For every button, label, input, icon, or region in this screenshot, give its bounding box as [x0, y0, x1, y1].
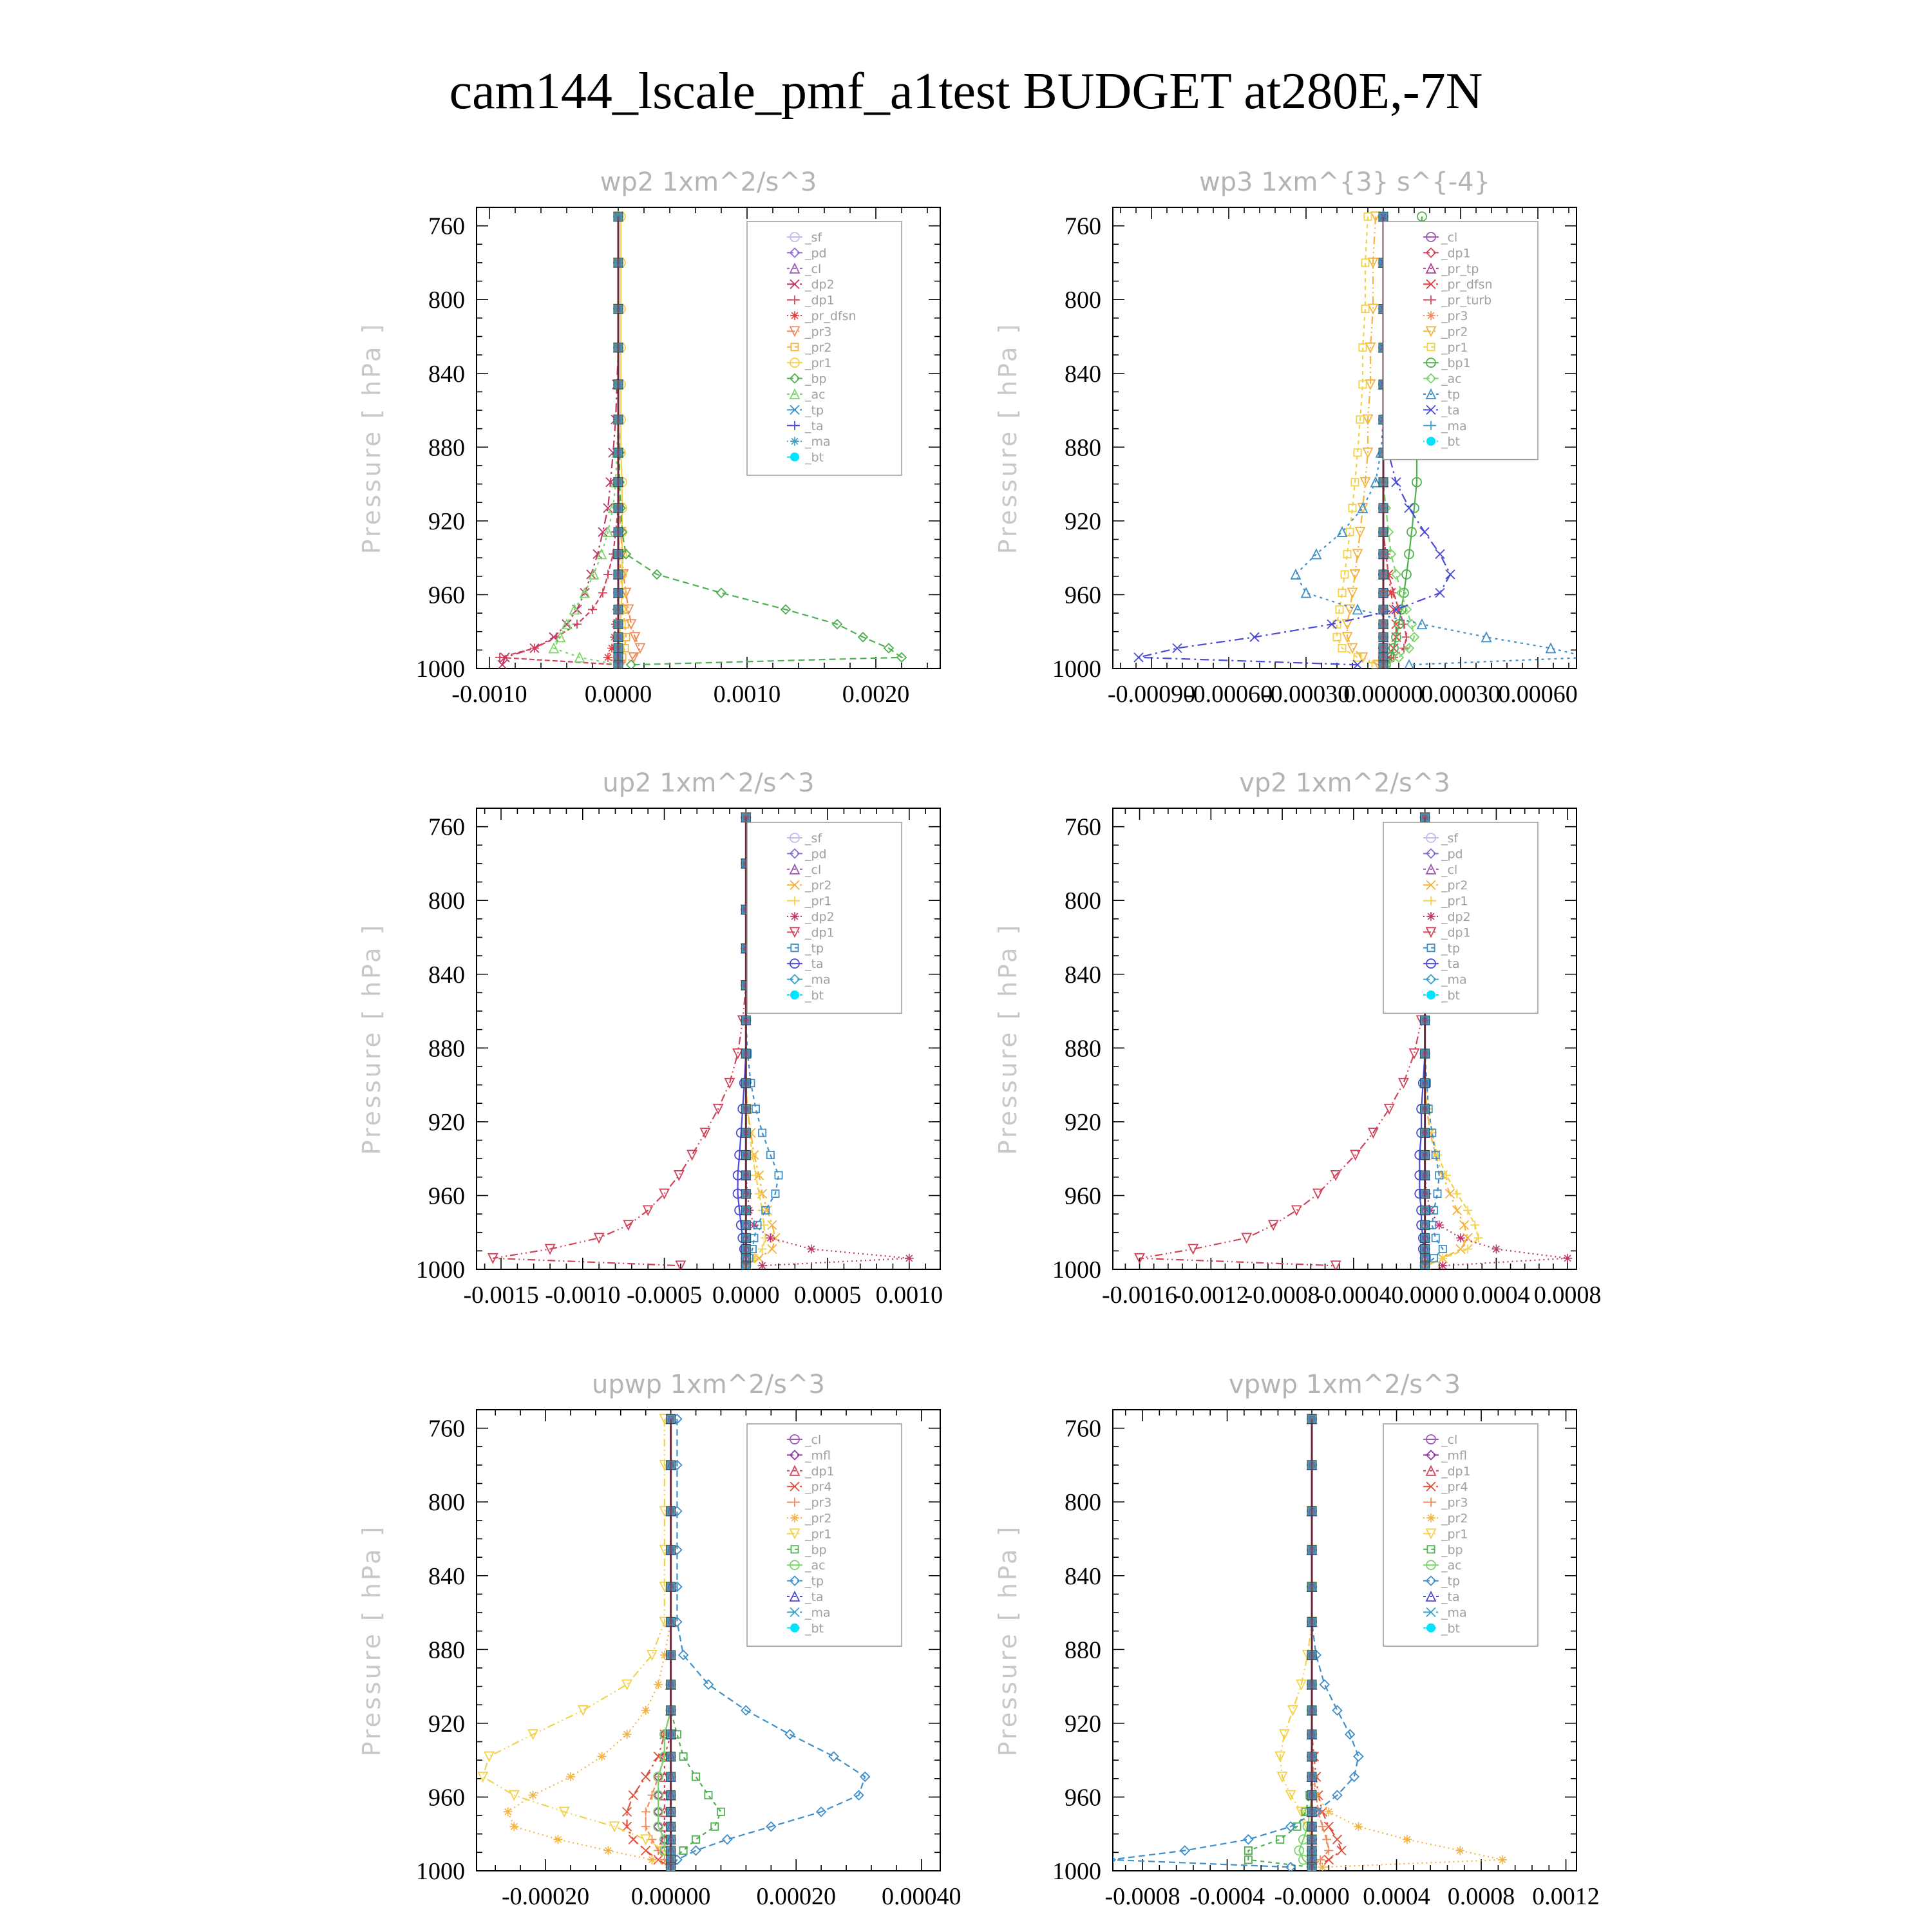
- zero-profile-marker: [614, 504, 623, 513]
- zero-profile-marker: [1307, 1730, 1316, 1739]
- zero-profile-marker: [614, 570, 623, 579]
- legend-label: _pr1: [805, 356, 832, 371]
- legend-label: _ac: [1441, 372, 1462, 386]
- y-tick-label: 800: [428, 887, 465, 915]
- legend-label: _pr_dfsn: [805, 309, 857, 323]
- zero-profile-marker: [667, 1846, 676, 1855]
- y-tick-label: 960: [428, 1182, 465, 1210]
- zero-profile-marker: [741, 1220, 750, 1229]
- series-dp2-marker: [758, 1261, 767, 1270]
- zero-profile-marker: [741, 1128, 750, 1137]
- y-tick-label: 960: [1065, 1784, 1101, 1812]
- legend-label: _pr2: [1441, 325, 1468, 339]
- panel-title: vpwp 1xm^2/s^3: [1228, 1370, 1461, 1399]
- zero-profile-marker: [1379, 504, 1388, 513]
- x-tick-label: 0.0012: [1532, 1883, 1600, 1910]
- legend-label: _cl: [1441, 1433, 1458, 1447]
- y-tick-label: 800: [1065, 287, 1101, 314]
- zero-profile-marker: [614, 258, 623, 267]
- zero-profile-marker: [614, 478, 623, 487]
- legend-swatch-marker: [1426, 1513, 1435, 1522]
- zero-profile-marker: [1307, 1651, 1316, 1660]
- x-tick-label: 0.0000: [1391, 1282, 1459, 1309]
- zero-profile-marker: [667, 1651, 676, 1660]
- zero-profile-marker: [614, 620, 623, 629]
- legend-label: _pr3: [1441, 309, 1468, 323]
- legend-label: _dp1: [1441, 1464, 1471, 1479]
- zero-profile-marker: [1421, 1244, 1430, 1253]
- zero-profile-marker: [1421, 1261, 1430, 1270]
- zero-profile-marker: [741, 1189, 750, 1198]
- legend-label: _tp: [1441, 941, 1461, 956]
- y-axis-label: Pressure [ hPa ]: [994, 1524, 1022, 1757]
- zero-profile-marker: [1307, 1822, 1316, 1831]
- legend-swatch-marker: [790, 912, 799, 921]
- y-tick-label: 800: [1065, 887, 1101, 915]
- y-tick-label: 920: [428, 507, 465, 535]
- x-tick-label: -0.00020: [501, 1883, 590, 1910]
- zero-profile-marker: [667, 1617, 676, 1626]
- legend-label: _bt: [1441, 989, 1461, 1003]
- zero-profile-marker: [1307, 1582, 1316, 1591]
- legend-label: _ma: [805, 972, 831, 987]
- zero-profile-marker: [1421, 813, 1430, 822]
- zero-profile-marker: [614, 660, 623, 669]
- page-title: cam144_lscale_pmf_a1test BUDGET at280E,-7N: [449, 63, 1483, 120]
- legend-label: _mfl: [1441, 1448, 1467, 1463]
- zero-profile-marker: [741, 813, 750, 822]
- x-tick-label: 0.0004: [1363, 1883, 1430, 1910]
- zero-profile-marker: [667, 1414, 676, 1423]
- zero-profile-marker: [614, 415, 623, 424]
- series-dp2-marker: [1438, 1261, 1447, 1270]
- y-axis-label: Pressure [ hPa ]: [994, 321, 1022, 554]
- y-axis-label: Pressure [ hPa ]: [357, 321, 386, 554]
- legend-label: _pd: [1441, 847, 1463, 862]
- zero-profile-marker: [1307, 1846, 1316, 1855]
- y-tick-label: 960: [1065, 1182, 1101, 1210]
- zero-profile-marker: [741, 1079, 750, 1088]
- legend-label: _pr2: [805, 878, 832, 893]
- x-tick-label: 0.0008: [1533, 1282, 1602, 1309]
- x-tick-label: 0.00000: [630, 1883, 711, 1910]
- series-dp2-marker: [1492, 1244, 1501, 1253]
- y-tick-label: 920: [1065, 1108, 1101, 1136]
- x-tick-label: -0.0005: [626, 1282, 703, 1309]
- zero-profile-marker: [614, 212, 623, 221]
- legend-label: _pr3: [805, 1495, 832, 1510]
- x-tick-label: 0.0010: [713, 681, 781, 708]
- panel-title: wp2 1xm^2/s^3: [600, 167, 817, 197]
- zero-profile-marker: [1379, 632, 1388, 641]
- y-tick-label: 1000: [416, 1858, 465, 1885]
- x-tick-label: 0.0008: [1447, 1883, 1515, 1910]
- zero-profile-marker: [667, 1772, 676, 1781]
- y-tick-label: 880: [1065, 1636, 1101, 1664]
- y-tick-label: 800: [1065, 1489, 1101, 1517]
- zero-profile-marker: [614, 305, 623, 314]
- x-tick-label: 0.0010: [875, 1282, 943, 1309]
- series-pr2-marker: [647, 1855, 656, 1864]
- x-tick-label: 0.00040: [882, 1883, 961, 1910]
- zero-profile-marker: [667, 1680, 676, 1689]
- zero-profile-marker: [1307, 1414, 1316, 1423]
- zero-profile-marker: [614, 448, 623, 457]
- panel-title: vp2 1xm^2/s^3: [1239, 768, 1450, 798]
- legend-label: _tp: [1441, 1574, 1461, 1589]
- zero-profile-marker: [1421, 1049, 1430, 1058]
- legend-label: _ta: [1441, 1590, 1460, 1604]
- legend-label: _dp1: [805, 293, 835, 308]
- legend-label: _ma: [805, 1605, 831, 1620]
- x-tick-label: 0.0000: [584, 681, 652, 708]
- legend-label: _pr4: [805, 1480, 832, 1495]
- y-tick-label: 840: [428, 961, 465, 989]
- legend: [747, 822, 902, 1013]
- panel-title: upwp 1xm^2/s^3: [592, 1370, 825, 1399]
- legend-label: _ac: [1441, 1558, 1462, 1573]
- series-pr2-marker: [1498, 1855, 1507, 1864]
- y-tick-label: 920: [428, 1108, 465, 1136]
- zero-profile-marker: [667, 1835, 676, 1844]
- zero-profile-marker: [614, 343, 623, 352]
- zero-profile-marker: [741, 1104, 750, 1113]
- series-pr2-marker: [654, 1680, 663, 1689]
- y-tick-label: 880: [428, 434, 465, 462]
- y-tick-label: 800: [428, 287, 465, 314]
- zero-profile-marker: [741, 1171, 750, 1180]
- series-pr2-marker: [529, 1791, 538, 1800]
- legend-label: _pr2: [805, 1511, 832, 1526]
- x-tick-label: -0.0010: [545, 1282, 621, 1309]
- legend-label: _dp1: [1441, 246, 1471, 261]
- y-tick-label: 920: [1065, 1710, 1101, 1738]
- legend-bt-dot: [1426, 437, 1435, 446]
- zero-profile-marker: [1421, 1220, 1430, 1229]
- legend-label: _ta: [805, 957, 824, 972]
- zero-profile-marker: [667, 1461, 676, 1470]
- x-tick-label: 0.0004: [1463, 1282, 1530, 1309]
- x-tick-label: 0.00000: [1343, 681, 1423, 708]
- legend-bt-dot: [790, 1624, 799, 1633]
- legend-label: _pd: [805, 246, 827, 261]
- legend-label: _ac: [805, 1558, 826, 1573]
- x-tick-label: -0.0004: [1189, 1883, 1265, 1910]
- zero-profile-marker: [1307, 1507, 1316, 1516]
- legend-label: _ta: [805, 1590, 824, 1604]
- zero-profile-marker: [1379, 660, 1388, 669]
- y-tick-label: 760: [428, 813, 465, 841]
- zero-profile-marker: [1307, 1791, 1316, 1800]
- legend-label: _sf: [1441, 831, 1459, 846]
- legend-label: _bt: [805, 989, 824, 1003]
- legend-label: _pr_dfsn: [1441, 278, 1493, 292]
- x-tick-label: -0.00030: [1262, 681, 1350, 708]
- legend-label: _bt: [1441, 1621, 1461, 1636]
- zero-profile-marker: [1379, 643, 1388, 652]
- series-dp2-marker: [766, 1233, 775, 1242]
- legend-label: _tp: [805, 1574, 824, 1589]
- zero-profile-marker: [1307, 1680, 1316, 1689]
- legend-label: _sf: [805, 831, 822, 846]
- x-tick-label: -0.0008: [1104, 1883, 1180, 1910]
- legend-bt-dot: [790, 990, 799, 999]
- y-tick-label: 800: [428, 1489, 465, 1517]
- x-tick-label: -0.0000: [1274, 1883, 1350, 1910]
- zero-profile-marker: [1307, 1706, 1316, 1715]
- legend-label: _dp1: [805, 925, 835, 940]
- zero-profile-marker: [741, 1206, 750, 1215]
- legend-label: _ta: [1441, 957, 1460, 972]
- y-tick-label: 840: [1065, 360, 1101, 388]
- zero-profile-marker: [741, 1016, 750, 1025]
- legend-label: _ac: [805, 388, 826, 402]
- legend-label: _dp1: [1441, 925, 1471, 940]
- legend-swatch-marker: [790, 1513, 799, 1522]
- x-tick-label: 0.0000: [712, 1282, 780, 1309]
- zero-profile-marker: [1421, 1104, 1430, 1113]
- series-pr2-marker: [1318, 1862, 1327, 1871]
- zero-profile-marker: [667, 1862, 676, 1871]
- legend-label: _dp2: [805, 278, 835, 292]
- legend-label: _dp2: [1441, 910, 1471, 924]
- y-tick-label: 760: [1065, 1415, 1101, 1443]
- y-tick-label: 1000: [1052, 1256, 1101, 1283]
- y-axis-label: Pressure [ hPa ]: [357, 922, 386, 1155]
- legend-bt-dot: [1426, 990, 1435, 999]
- zero-profile-marker: [1379, 478, 1388, 487]
- legend-label: _bt: [805, 1621, 824, 1636]
- zero-profile-marker: [667, 1706, 676, 1715]
- legend-label: _bp: [805, 1542, 827, 1557]
- legend-label: _ta: [1441, 403, 1460, 418]
- legend: [1383, 222, 1538, 460]
- series-pr2-marker: [1455, 1846, 1464, 1855]
- x-tick-label: 0.00020: [756, 1883, 836, 1910]
- zero-profile-marker: [1421, 1150, 1430, 1159]
- zero-profile-marker: [614, 527, 623, 536]
- zero-profile-marker: [1421, 1079, 1430, 1088]
- legend-label: _pr_turb: [1441, 293, 1492, 308]
- zero-profile-marker: [1379, 570, 1388, 579]
- legend-label: _tp: [805, 403, 824, 418]
- panel-title: up2 1xm^2/s^3: [602, 768, 815, 798]
- zero-profile-marker: [1421, 1128, 1430, 1137]
- zero-profile-marker: [741, 1244, 750, 1253]
- x-tick-label: -0.0016: [1101, 1282, 1178, 1309]
- zero-profile-marker: [1307, 1807, 1316, 1816]
- y-tick-label: 760: [1065, 813, 1101, 841]
- zero-profile-marker: [741, 1049, 750, 1058]
- zero-profile-marker: [614, 605, 623, 614]
- legend-label: _cl: [805, 261, 822, 276]
- zero-profile-marker: [614, 380, 623, 389]
- series-pr2-marker: [1354, 1822, 1363, 1831]
- y-tick-label: 1000: [1052, 1858, 1101, 1885]
- legend-label: _ma: [1441, 419, 1467, 433]
- y-tick-label: 960: [428, 1784, 465, 1812]
- y-tick-label: 760: [428, 1415, 465, 1443]
- legend-label: _mfl: [805, 1448, 831, 1463]
- zero-profile-marker: [614, 549, 623, 558]
- y-tick-label: 880: [1065, 434, 1101, 462]
- zero-profile-marker: [1307, 1772, 1316, 1781]
- legend-label: _pr2: [1441, 1511, 1468, 1526]
- zero-profile-marker: [1379, 527, 1388, 536]
- zero-profile-marker: [741, 1150, 750, 1159]
- x-tick-label: -0.0008: [1244, 1282, 1320, 1309]
- series-pr2-marker: [1324, 1807, 1333, 1816]
- zero-profile-marker: [614, 643, 623, 652]
- legend-swatch-marker: [1426, 311, 1435, 320]
- panel-title: wp3 1xm^{3} s^{-4}: [1198, 167, 1491, 197]
- zero-profile-marker: [1379, 620, 1388, 629]
- y-tick-label: 1000: [1052, 656, 1101, 683]
- legend-label: _pr1: [1441, 340, 1468, 355]
- zero-profile-marker: [1307, 1546, 1316, 1555]
- legend-label: _dp1: [805, 1464, 835, 1479]
- zero-profile-marker: [667, 1507, 676, 1516]
- zero-profile-marker: [1379, 589, 1388, 598]
- y-tick-label: 760: [1065, 213, 1101, 240]
- y-tick-label: 840: [1065, 961, 1101, 989]
- y-tick-label: 840: [428, 1562, 465, 1590]
- y-tick-label: 960: [1065, 582, 1101, 609]
- zero-profile-marker: [614, 589, 623, 598]
- y-tick-label: 960: [428, 582, 465, 609]
- zero-profile-marker: [667, 1752, 676, 1761]
- series-pr2-marker: [641, 1706, 650, 1715]
- y-axis-label: Pressure [ hPa ]: [357, 1524, 386, 1757]
- y-tick-label: 920: [1065, 507, 1101, 535]
- x-tick-label: 0.0020: [842, 681, 910, 708]
- x-tick-label: -0.0004: [1316, 1282, 1392, 1309]
- zero-profile-marker: [1421, 1233, 1430, 1242]
- legend-label: _pr1: [1441, 894, 1468, 909]
- zero-profile-marker: [667, 1730, 676, 1739]
- zero-profile-marker: [1307, 1461, 1316, 1470]
- zero-profile-marker: [667, 1807, 676, 1816]
- zero-profile-marker: [1379, 212, 1388, 221]
- legend-label: _bt: [805, 450, 824, 465]
- legend-label: _ma: [1441, 972, 1467, 987]
- y-tick-label: 840: [1065, 1562, 1101, 1590]
- y-tick-label: 840: [428, 360, 465, 388]
- zero-profile-marker: [614, 632, 623, 641]
- zero-profile-marker: [1421, 1171, 1430, 1180]
- legend-label: _pr1: [805, 894, 832, 909]
- legend-label: _cl: [1441, 231, 1458, 245]
- y-tick-label: 920: [428, 1710, 465, 1738]
- legend-label: _pr1: [1441, 1527, 1468, 1542]
- zero-profile-marker: [1307, 1752, 1316, 1761]
- y-tick-label: 1000: [416, 656, 465, 683]
- legend-label: _pr2: [805, 340, 832, 355]
- legend: [1383, 1424, 1538, 1646]
- legend-label: _dp2: [805, 910, 835, 924]
- zero-profile-marker: [741, 1261, 750, 1270]
- zero-profile-marker: [1307, 1835, 1316, 1844]
- legend-label: _sf: [805, 231, 822, 245]
- x-tick-label: 0.00030: [1421, 681, 1501, 708]
- legend-label: _bt: [1441, 435, 1461, 450]
- legend: [747, 222, 902, 475]
- x-tick-label: 0.0005: [793, 1282, 862, 1309]
- legend-label: _pr3: [1441, 1495, 1468, 1510]
- legend-swatch-marker: [790, 311, 799, 320]
- legend-label: _cl: [805, 1433, 822, 1447]
- y-tick-label: 1000: [416, 1256, 465, 1283]
- zero-profile-marker: [1421, 1016, 1430, 1025]
- legend-label: _bp: [805, 372, 827, 386]
- series-pr2-marker: [1403, 1835, 1412, 1844]
- x-tick-label: 0.00060: [1498, 681, 1578, 708]
- legend-label: _bp1: [1441, 356, 1471, 371]
- legend-label: _pd: [805, 847, 827, 862]
- legend: [1383, 822, 1538, 1013]
- legend-label: _ta: [805, 419, 824, 433]
- zero-profile-marker: [1379, 549, 1388, 558]
- legend: [747, 1424, 902, 1646]
- legend-label: _tp: [1441, 388, 1461, 402]
- zero-profile-marker: [667, 1582, 676, 1591]
- y-tick-label: 880: [428, 1636, 465, 1664]
- x-tick-label: -0.0010: [451, 681, 527, 708]
- y-tick-label: 880: [428, 1035, 465, 1063]
- zero-profile-marker: [667, 1791, 676, 1800]
- zero-profile-marker: [741, 1233, 750, 1242]
- legend-label: _cl: [1441, 862, 1458, 877]
- zero-profile-marker: [1421, 1206, 1430, 1215]
- y-axis-label: Pressure [ hPa ]: [994, 922, 1022, 1155]
- x-tick-label: -0.00060: [1184, 681, 1273, 708]
- zero-profile-marker: [1307, 1862, 1316, 1871]
- legend-label: _pr1: [805, 1527, 832, 1542]
- x-tick-label: -0.00090: [1107, 681, 1196, 708]
- y-tick-label: 760: [428, 213, 465, 240]
- legend-label: _pr3: [805, 325, 832, 339]
- legend-bt-dot: [1426, 1624, 1435, 1633]
- zero-profile-marker: [667, 1546, 676, 1555]
- legend-label: _pr2: [1441, 878, 1468, 893]
- legend-label: _bp: [1441, 1542, 1463, 1557]
- legend-label: _tp: [805, 941, 824, 956]
- zero-profile-marker: [667, 1822, 676, 1831]
- y-tick-label: 880: [1065, 1035, 1101, 1063]
- zero-profile-marker: [1307, 1617, 1316, 1626]
- zero-profile-marker: [1379, 605, 1388, 614]
- x-tick-label: -0.0015: [463, 1282, 539, 1309]
- legend-label: _pr_tp: [1441, 261, 1479, 276]
- legend-label: _ma: [1441, 1605, 1467, 1620]
- legend-label: _pr4: [1441, 1480, 1468, 1495]
- legend-label: _ma: [805, 435, 831, 450]
- legend-swatch-marker: [1426, 912, 1435, 921]
- legend-label: _cl: [805, 862, 822, 877]
- legend-bt-dot: [790, 453, 799, 462]
- series-dp2-marker: [1456, 1233, 1465, 1242]
- zero-profile-marker: [1421, 1189, 1430, 1198]
- x-tick-label: -0.0012: [1173, 1282, 1249, 1309]
